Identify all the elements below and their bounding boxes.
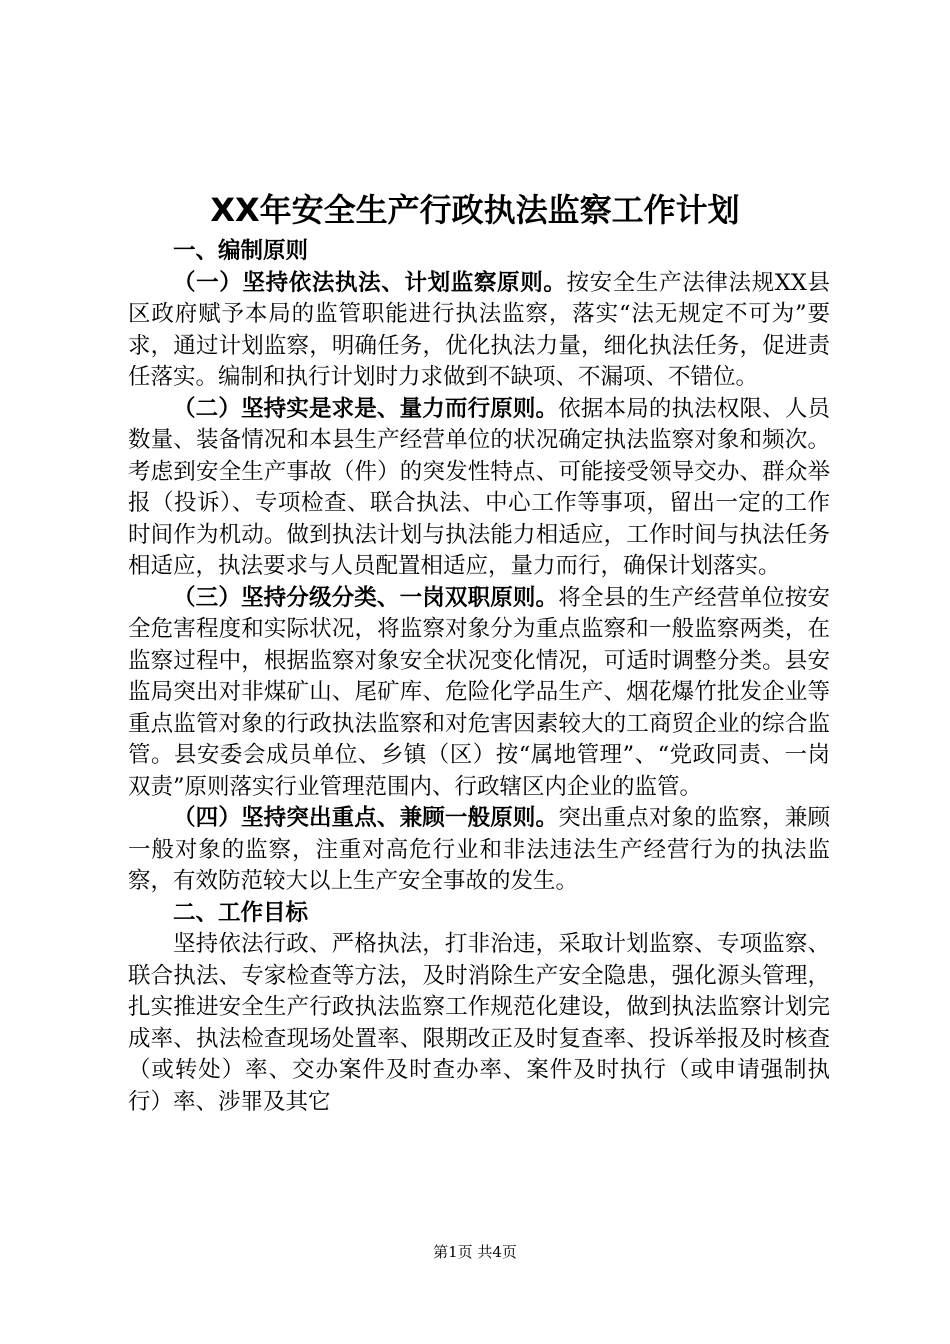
paragraph-text: 突出重点对象的监察，兼顾一般对象的监察，注重对高危行业和非法违法生产经营行为的执法监察，有效防范较大以上生产安全事故的发生。 <box>128 805 830 894</box>
paragraph-goals: 坚持依法行政、严格执法，打非治违，采取计划监察、专项监察、联合执法、专家检查等方法，及时消除生产安全隐患，强化源头管理，扎实推进安全生产行政执法监察工作规范化建设，做到执法监察计划完成率、执法检查现场处置率、限期改正及时复查率、投诉举报及时核查（或转处）率、交办案件及时查办率、案件及时执行（或申请强制执行）率、涉罪及其它 <box>128 931 830 1115</box>
paragraph-lead: （四）坚持突出重点、兼顾一般原则。 <box>173 805 559 831</box>
paragraph-lead: （一）坚持依法执法、计划监察原则。 <box>173 269 567 296</box>
paragraph-lead: （二）坚持实是求是、量力而行原则。 <box>173 395 559 422</box>
paragraph-principle-1 <box>128 268 830 394</box>
paragraph-principle-3 <box>128 583 830 804</box>
page-number-footer: 第1页 共4页 <box>433 1243 517 1261</box>
section-heading-principles: 一、编制原则 <box>173 238 309 264</box>
paragraph-principle-4 <box>128 803 830 898</box>
paragraph-text: 依据本局的执法权限、人员数量、装备情况和本县生产经营单位的状况确定执法监察对象和频次。考虑到安全生产事故（件）的突发性特点、可能接受领导交办、群众举报（投诉）、专项检查、联合执法、中心工作等事项，留出一定的工作时间作为机动。做到执法计划与执法能力相适应，工作时间与执法任务相适应，执法要求与人员配置相适应，量力而行，确保计划落实。 <box>128 395 830 579</box>
document-title: XX年安全生产行政执法监察工作计划 <box>210 191 740 229</box>
section-heading-goals: 二、工作目标 <box>173 899 309 926</box>
paragraph-principle-2 <box>128 394 830 583</box>
document-body <box>128 236 830 1118</box>
paragraph-text: 按安全生产法律法规XX县区政府赋予本局的监管职能进行执法监察，落实“法无规定不可为”要求，通过计划监察，明确任务，优化执法力量，细化执法任务，促进责任落实。编制和执行计划时力求做到不缺项、不漏项、不错位。 <box>128 269 830 390</box>
paragraph-text: 将全县的生产经营单位按安全危害程度和实际状况，将监察对象分为重点监察和一般监察两类，在监察过程中，根据监察对象安全状况变化情况，可适时调整分类。县安监局突出对非煤矿山、尾矿库、危险化学品生产、烟花爆竹批发企业等重点监管对象的行政执法监察和对危害因素较大的工商贸企业的综合监管。县安委会成员单位、乡镇（区）按“属地管理”、“党政同责、一岗双责”原则落实行业管理范围内、行政辖区内企业的监管。 <box>128 584 830 800</box>
paragraph-lead: （三）坚持分级分类、一岗双职原则。 <box>173 584 559 611</box>
